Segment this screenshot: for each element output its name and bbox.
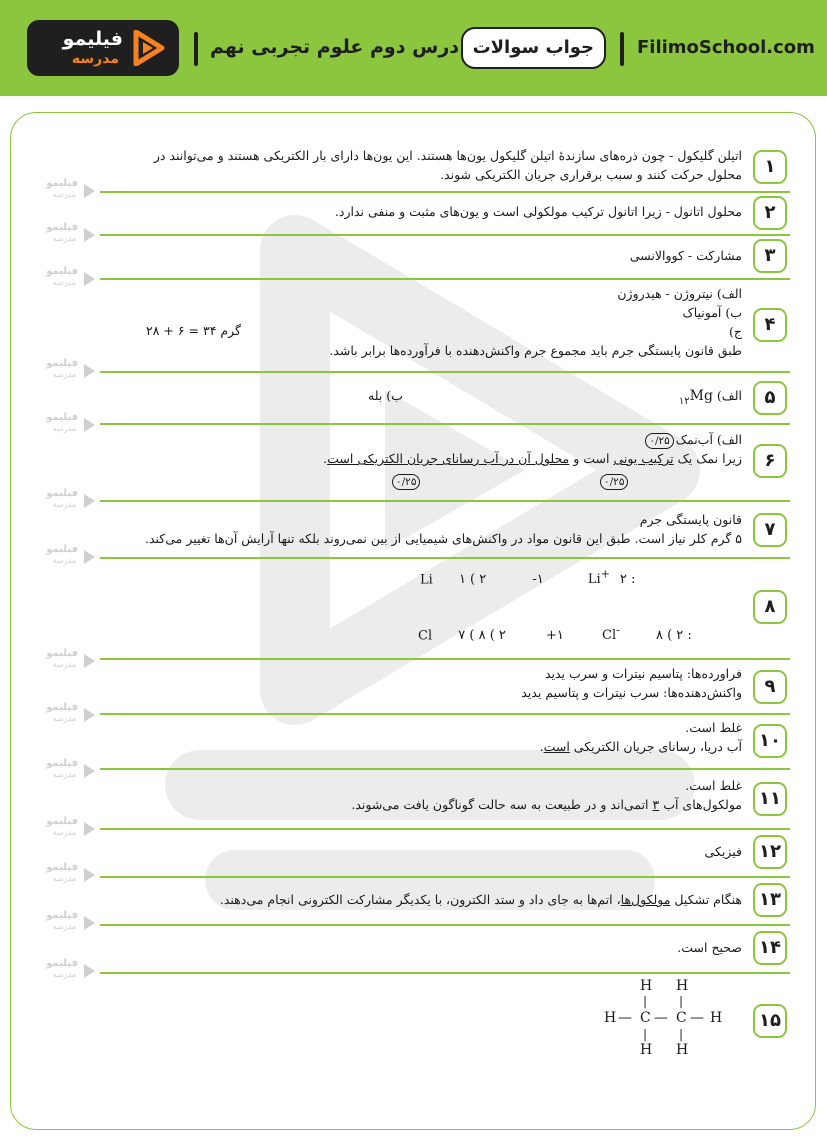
score-badge: ۰/۲۵ <box>600 474 628 490</box>
answer-number: ۹ <box>753 670 787 704</box>
side-watermark: فیلیمو مدرسه <box>30 360 96 382</box>
play-icon <box>82 867 96 883</box>
row-divider <box>100 191 790 193</box>
side-watermark: فیلیمو مدرسه <box>30 912 96 934</box>
answer-text: غلط است. آب دریا، رسانای جریان الکتریکی است. <box>539 720 742 754</box>
side-watermark: فیلیمو مدرسه <box>30 180 96 202</box>
answer-8 <box>100 562 790 656</box>
side-watermark: فیلیمو مدرسه <box>30 414 96 436</box>
row-divider <box>100 500 790 502</box>
side-watermark: فیلیمو مدرسه <box>30 268 96 290</box>
play-icon <box>82 915 96 931</box>
play-icon <box>82 493 96 509</box>
answer-number: ۲ <box>753 196 787 230</box>
answer-number: ۷ <box>753 513 787 547</box>
answer-number: ۸ <box>753 590 787 624</box>
lithium-line: Li ۲ ) ۱ -۱ Li+ : ۲ <box>420 568 636 588</box>
score-badge: ۰/۲۵ <box>645 433 673 449</box>
answer-number: ۱۴ <box>753 931 787 965</box>
answer-number: ۱۵ <box>753 1004 787 1038</box>
answer-number: ۱۲ <box>753 835 787 869</box>
play-icon <box>82 183 96 199</box>
answer-number: ۶ <box>753 444 787 478</box>
title-pill: جواب سوالات <box>461 27 606 69</box>
answer-7 <box>100 508 790 556</box>
answer-number: ۵ <box>753 381 787 415</box>
answer-text: الف) آب‌نمک۰/۲۵ زیرا نمک یک ترکیب یونی است و محلول آن در آب رسانای جریان الکتریکی است. <box>323 432 742 466</box>
answer-text: الف) نیتروژن - هیدروژن ب) آمونیاک ج) طبق قانون پایستگی جرم باید مجموع جرم واکنش‌دهنده با فرآورده‌ها برابر باشد. <box>329 286 742 358</box>
row-divider <box>100 713 790 715</box>
answer-text: مشارکت - کووالانسی <box>629 248 742 263</box>
side-watermark: فیلیمو مدرسه <box>30 650 96 672</box>
logo-sub: مدرسه <box>71 51 119 67</box>
row-divider <box>100 278 790 280</box>
answer-text: فیزیکی <box>704 844 742 859</box>
play-icon <box>82 363 96 379</box>
answer-12 <box>100 832 790 872</box>
header-separator <box>620 32 624 66</box>
site-url[interactable]: FilimoSchool.com <box>637 37 815 58</box>
play-icon <box>82 653 96 669</box>
row-divider <box>100 371 790 373</box>
play-icon <box>82 763 96 779</box>
play-icon <box>82 707 96 723</box>
title-main: درس دوم علوم تجربی نهم <box>210 36 460 58</box>
play-triangle-icon <box>133 30 165 66</box>
answer-text: فراورده‌ها: پتاسیم نیترات و سرب یدید واکنش‌دهنده‌ها: سرب نیترات و پتاسیم یدید <box>521 666 742 700</box>
answer-number: ۱۳ <box>753 883 787 917</box>
answer-15 <box>100 978 790 1068</box>
answer-10 <box>100 716 790 766</box>
side-watermark: فیلیمو مدرسه <box>30 864 96 886</box>
play-icon <box>82 821 96 837</box>
answer-1 <box>100 144 790 190</box>
answer-5a: الف) $_{۱۲}$Mg <box>678 388 742 407</box>
play-icon <box>82 549 96 565</box>
answer-2 <box>100 194 790 232</box>
logo-name: فیلیمو <box>62 28 123 50</box>
answer-11 <box>100 772 790 824</box>
side-watermark: فیلیمو مدرسه <box>30 760 96 782</box>
answer-number: ۱۰ <box>753 724 787 758</box>
answer-5 <box>100 376 790 420</box>
answer-text: غلط است. مولکول‌های آب ۳ اتمی‌اند و در طبیعت به سه حالت گوناگون یافت می‌شوند. <box>351 778 742 812</box>
play-icon <box>82 271 96 287</box>
side-watermark: فیلیمو مدرسه <box>30 490 96 512</box>
answer-number: ۱ <box>753 150 787 184</box>
row-divider <box>100 972 790 974</box>
play-icon <box>82 963 96 979</box>
answer-number: ۴ <box>753 308 787 342</box>
answer-text: قانون پایستگی جرم ۵ گرم کلر نیاز است. طبق این قانون مواد در واکنش‌های شیمیایی از بین نمی‌روند بلکه تنها آرایش آن‌ها تغییر می‌کند. <box>145 512 742 546</box>
row-divider <box>100 924 790 926</box>
side-watermark: فیلیمو مدرسه <box>30 818 96 840</box>
page-title <box>210 27 606 71</box>
answer-3 <box>100 237 790 275</box>
row-divider <box>100 828 790 830</box>
ethane-structure: H H | | H — C — C — H | | H H <box>604 978 723 1058</box>
row-divider <box>100 557 790 559</box>
answer-9 <box>100 662 790 710</box>
side-watermark: فیلیمو مدرسه <box>30 224 96 246</box>
side-watermark: فیلیمو مدرسه <box>30 546 96 568</box>
row-divider <box>100 658 790 660</box>
row-divider <box>100 423 790 425</box>
answer-5b: ب) بله <box>368 388 403 403</box>
chlorine-line: Cl ۲ ) ۸ ) ۷ +۱ Cl- : ۲ ) ۸ <box>418 624 692 644</box>
side-watermark: فیلیمو مدرسه <box>30 960 96 982</box>
answer-number: ۱۱ <box>753 782 787 816</box>
mass-equation: گرم ۳۴ = ۶ + ۲۸ <box>146 323 241 338</box>
answer-6 <box>100 428 790 498</box>
answer-text: صحیح است. <box>677 940 742 955</box>
answer-text: هنگام تشکیل مولکول‌ها، اتم‌ها به جای داد و ستد الکترون، با یکدیگر مشارکت الکترونی انجام می‌دهند. <box>219 892 742 907</box>
header-separator <box>194 32 198 66</box>
score-badge: ۰/۲۵ <box>392 474 420 490</box>
answer-13 <box>100 880 790 922</box>
row-divider <box>100 876 790 878</box>
filimo-logo[interactable] <box>27 20 179 76</box>
answer-4 <box>100 282 790 368</box>
answer-text: محلول اتانول - زیرا اتانول ترکیب مولکولی است و یون‌های مثبت و منفی ندارد. <box>334 204 742 219</box>
answer-number: ۳ <box>753 239 787 273</box>
answer-text: اتیلن گلیکول - چون ذره‌های سازندهٔ اتیلن گلیکول یون‌ها هستند. این یون‌ها دارای بار الکتریکی هستند و می‌توانند در محلول حرکت کنند و سبب برقراری جریان الکتریکی شوند. <box>153 148 742 182</box>
row-divider <box>100 234 790 236</box>
play-icon <box>82 227 96 243</box>
row-divider <box>100 768 790 770</box>
header-bar <box>0 0 827 96</box>
side-watermark: فیلیمو مدرسه <box>30 704 96 726</box>
play-icon <box>82 417 96 433</box>
answer-14 <box>100 928 790 970</box>
